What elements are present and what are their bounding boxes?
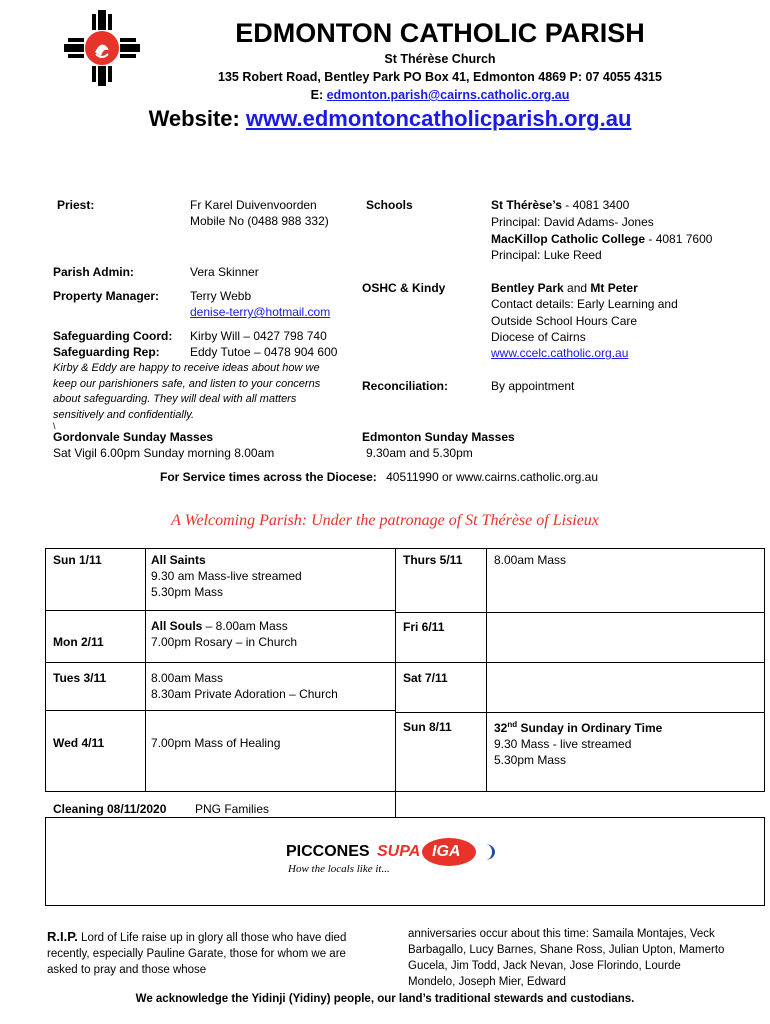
oshc-mtpeter: Mt Peter <box>590 281 638 295</box>
safeguard-rep-label: Safeguarding Rep: <box>53 345 160 359</box>
divider <box>45 610 396 611</box>
email-link[interactable]: edmonton.parish@cairns.catholic.org.au <box>326 88 570 102</box>
oshc-bentley: Bentley Park <box>491 281 564 295</box>
school2-name: MacKillop Catholic College <box>491 232 646 246</box>
recon-label: Reconciliation: <box>362 379 449 393</box>
table-row-line: All Souls – 8.00am Mass <box>151 619 288 633</box>
parish-logo <box>62 8 142 88</box>
website-line <box>90 106 690 132</box>
oshc-line3: Outside School Hours Care <box>491 314 638 328</box>
property-label: Property Manager: <box>53 289 160 303</box>
table-row-day: Sun 1/11 <box>53 553 102 567</box>
table-row-line: 5.30pm Mass <box>151 585 224 599</box>
school2-phone: - 4081 7600 <box>645 232 713 246</box>
school2-line <box>491 232 712 246</box>
sponsor-name: PICCONES <box>286 843 370 860</box>
divider <box>395 612 765 613</box>
priest-label: Priest: <box>57 198 95 212</box>
table-row-line: 9.30 Mass - live streamed <box>494 737 632 751</box>
table-row-day: Sun 8/11 <box>403 720 452 734</box>
edmonton-title: Edmonton Sunday Masses <box>362 430 515 444</box>
iga-stripe-icon <box>476 844 495 860</box>
sponsor-iga: IGA <box>432 843 461 860</box>
welcome-banner: A Welcoming Parish: Under the patronage of St Thérèse of Lisieux <box>171 512 599 529</box>
table-row-day: Thurs 5/11 <box>403 553 463 567</box>
cleaning-value: PNG Families <box>195 802 270 816</box>
school1-phone: - 4081 3400 <box>561 198 630 212</box>
divider <box>395 662 765 663</box>
safeguard-rep: Eddy Tutoe – 0478 904 600 <box>190 345 338 359</box>
table-row-line: 5.30pm Mass <box>494 753 567 767</box>
oshc-and: and <box>563 281 591 295</box>
divider <box>486 548 487 792</box>
oshc-label: OSHC & Kindy <box>362 281 446 295</box>
website-link[interactable]: www.edmontoncatholicparish.org.au <box>245 106 632 131</box>
table-row-line: 7.00pm Rosary – in Church <box>151 635 298 649</box>
rip-text-left: Lord of Life raise up in glory all those who have died recently, especially Pauline Garate, those for whom we are asked to pray and those whose <box>47 932 347 976</box>
rip-label: R.I.P. <box>47 929 78 944</box>
table-row-line: 8.00am Mass <box>151 671 224 685</box>
table-row-line: 9.30 am Mass-live streamed <box>151 569 302 583</box>
safeguard-note: Kirby & Eddy are happy to receive ideas about how we keep our parishioners safe, and listen to your concerns about safeguarding. They will deal with all matters sensitively and confidentially. <box>53 362 321 421</box>
cleaning-label: Cleaning 08/11/2020 <box>53 802 167 816</box>
sponsor-supa: SUPA <box>377 843 421 860</box>
priest-name: Fr Karel Duivenvoorden <box>190 198 317 212</box>
sponsor-tagline: How the locals like it... <box>288 863 390 875</box>
oshc-line2: Contact details: Early Learning and <box>491 297 678 311</box>
school2-principal: Principal: Luke Reed <box>491 248 602 262</box>
property-name: Terry Webb <box>190 289 252 303</box>
email-label: E: <box>310 88 324 102</box>
parish-title: EDMONTON CATHOLIC PARISH <box>235 18 645 48</box>
table-row-line: 8.30am Private Adoration – Church <box>151 687 338 701</box>
website-label: Website: <box>148 106 240 131</box>
priest-mobile: Mobile No (0488 988 332) <box>190 214 329 228</box>
table-row-day: Wed 4/11 <box>53 736 105 750</box>
acknowledgement-footer: We acknowledge the Yidinji (Yidiny) people, our land’s traditional stewards and custodians. <box>135 993 635 1005</box>
table-row-line: All Saints <box>151 553 206 567</box>
rip-left <box>47 929 357 978</box>
gordonvale-times: Sat Vigil 6.00pm Sunday morning 8.00am <box>53 446 275 460</box>
table-row-day: Tues 3/11 <box>53 671 107 685</box>
safeguard-coord: Kirby Will – 0427 798 740 <box>190 329 327 343</box>
table-row-day: Fri 6/11 <box>403 620 445 634</box>
gordonvale-title: Gordonvale Sunday Masses <box>53 430 214 444</box>
diocese-line <box>160 470 598 484</box>
oshc-link[interactable]: www.ccelc.catholic.org.au <box>491 346 629 360</box>
divider <box>145 548 146 792</box>
table-border-right <box>395 548 765 792</box>
school1-name: St Thérèse’s <box>491 198 562 212</box>
property-email-link[interactable]: denise-terry@hotmail.com <box>190 305 331 319</box>
table-row-line: 8.00am Mass <box>494 553 567 567</box>
divider <box>45 710 396 711</box>
oshc-line1 <box>491 281 638 295</box>
divider <box>395 712 765 713</box>
safeguard-coord-label: Safeguarding Coord: <box>53 329 173 343</box>
table-row-line: 32nd Sunday in Ordinary Time <box>494 720 663 735</box>
sponsor-logo <box>286 838 506 878</box>
admin-name: Vera Skinner <box>190 265 259 279</box>
recon-value: By appointment <box>491 379 575 393</box>
cleaning-right-border <box>395 791 396 818</box>
table-row-day: Mon 2/11 <box>53 635 104 649</box>
diocese-value: 40511990 or www.cairns.catholic.org.au <box>386 470 599 484</box>
school1-principal: Principal: David Adams- Jones <box>491 215 654 229</box>
admin-label: Parish Admin: <box>53 265 134 279</box>
stray-backslash: \ <box>53 421 56 431</box>
divider <box>45 662 396 663</box>
table-row-line: 7.00pm Mass of Healing <box>151 736 281 750</box>
parish-address: 135 Robert Road, Bentley Park PO Box 41, Edmonton 4869 P: 07 4055 4315 <box>218 70 662 84</box>
table-row-day: Sat 7/11 <box>403 671 448 685</box>
rip-text-right: anniversaries occur about this time: Samaila Montajes, Veck Barbagallo, Lucy Barnes, Shane Ross, Julian Upton, Mamerto Gucela, Jim Todd, Jack Nevan, Jose Florindo, Lourde Mondelo, Joseph Mier, Edward <box>408 928 725 988</box>
church-name: St Thérèse Church <box>384 52 496 66</box>
email-line <box>170 88 710 102</box>
school1-line <box>491 198 629 212</box>
schools-label: Schools <box>366 198 413 212</box>
oshc-line4: Diocese of Cairns <box>491 330 586 344</box>
edmonton-times: 9.30am and 5.30pm <box>366 446 473 460</box>
diocese-label: For Service times across the Diocese: <box>160 470 377 484</box>
